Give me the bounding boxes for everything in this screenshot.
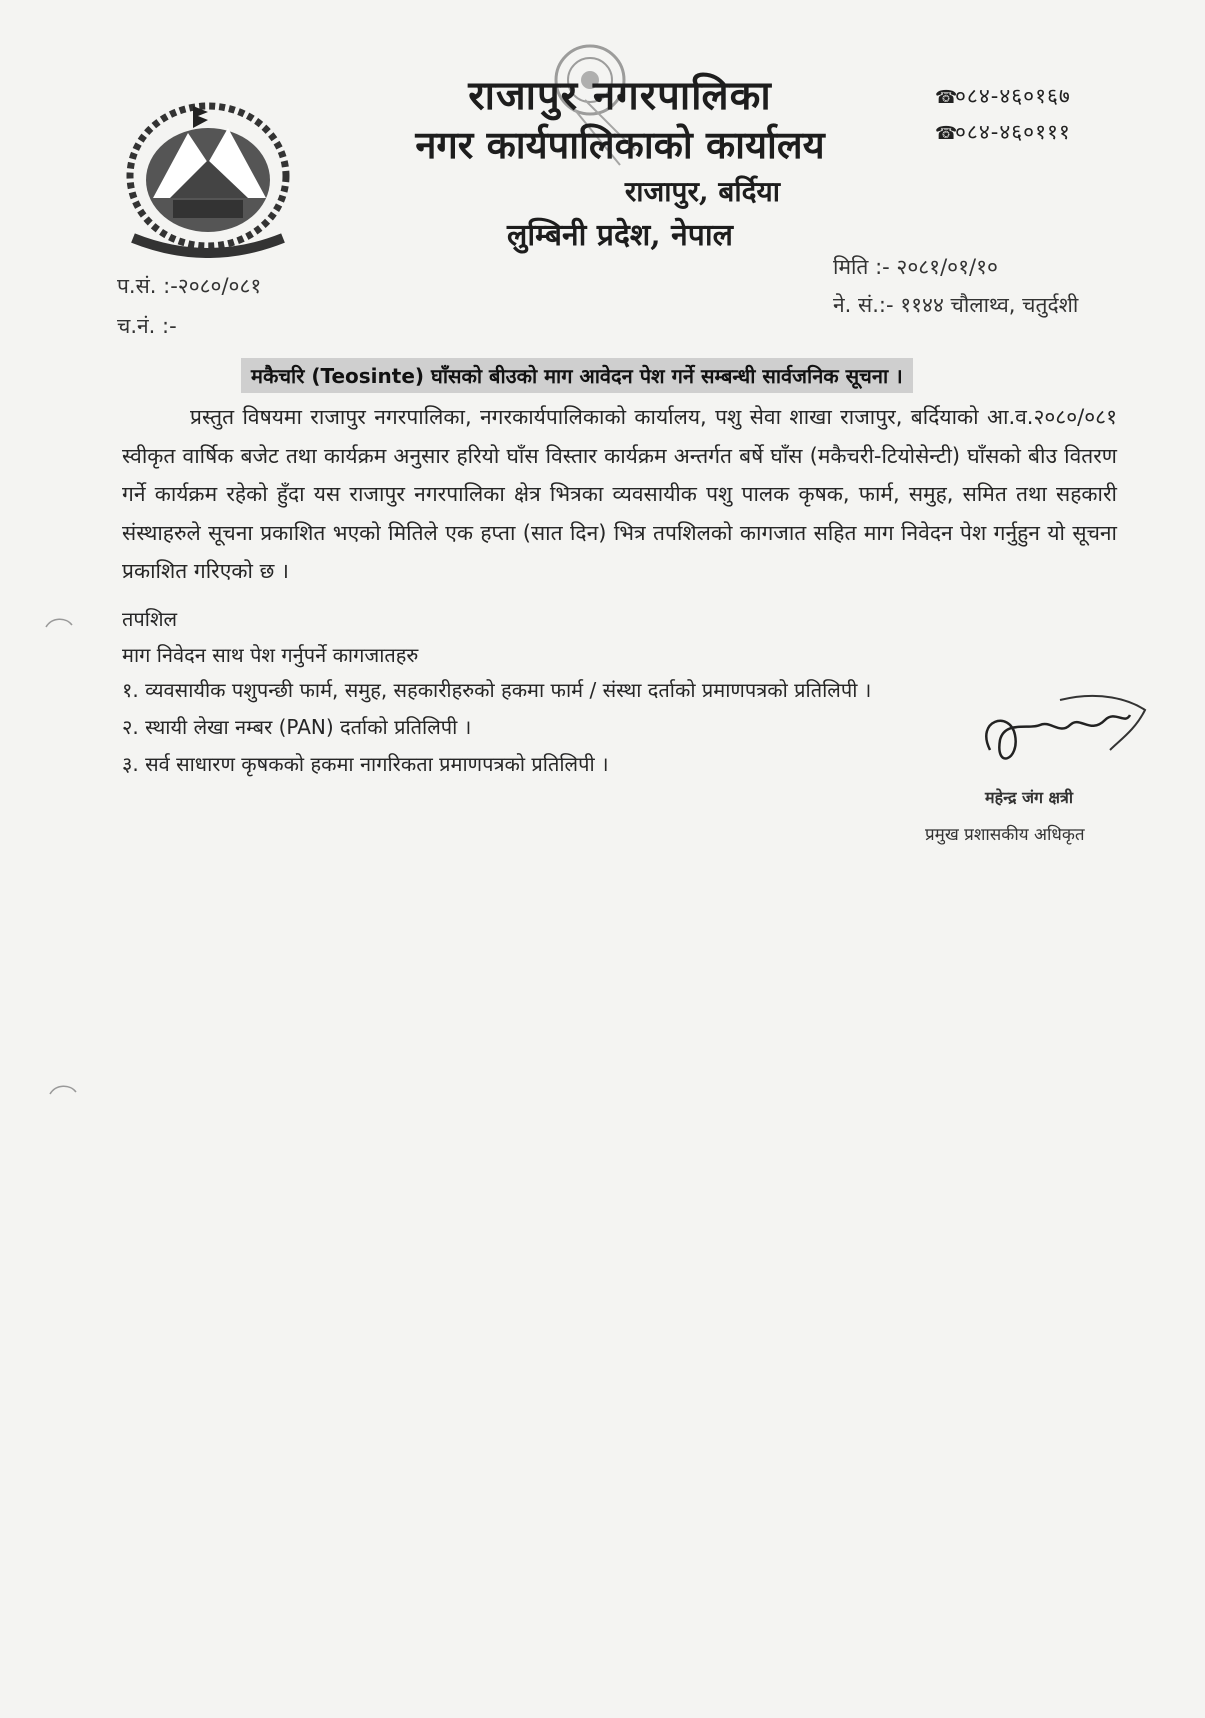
notice-subject: मकैचरि (Teosinte) घाँसको बीउको माग आवेदन पेश गर्ने सम्बन्धी सार्वजनिक सूचना । [241, 358, 913, 393]
document-item: ३. सर्व साधारण कृषकको हकमा नागरिकता प्रमाणपत्रको प्रतिलिपी । [122, 752, 609, 776]
phone-icon: ☎ [935, 87, 959, 108]
document-item: १. व्यवसायीक पशुपन्छी फार्म, समुह, सहकारीहरुको हकमा फार्म / संस्था दर्ताको प्रमाणपत्रको प्रतिलिपी । [122, 678, 872, 702]
handwritten-signature [970, 680, 1150, 800]
punch-hole-mark [44, 615, 74, 645]
municipality-name: राजापुर नगरपालिका [468, 72, 772, 119]
nepal-emblem-icon [108, 88, 308, 258]
dispatch-number: च.नं. :- [117, 314, 177, 338]
phone-number-1: ०८४-४६०१६७ [955, 84, 1071, 108]
province-country: लुम्बिनी प्रदेश, नेपाल [507, 218, 733, 253]
details-label: तपशिल [122, 607, 178, 631]
punch-hole-mark [48, 1082, 78, 1112]
document-item: २. स्थायी लेखा नम्बर (PAN) दर्ताको प्रतिलिपी । [122, 715, 472, 739]
reference-number: प.सं. :-२०८०/०८१ [117, 274, 262, 298]
nepal-sambat-date: ने. सं.:- ११४४ चौलाथ्व, चतुर्दशी [833, 293, 1079, 317]
phone-line-2 [935, 118, 1071, 146]
documents-heading: माग निवेदन साथ पेश गर्नुपर्ने कागजातहरु [122, 643, 419, 667]
phone-line-1 [935, 82, 1071, 110]
office-address: राजापुर, बर्दिया [624, 175, 780, 208]
notice-body-text: प्रस्तुत विषयमा राजापुर नगरपालिका, नगरकार्यपालिकाको कार्यालय, पशु सेवा शाखा राजापुर, बर्दियाको आ.व.२०८०/०८१ स्वीकृत वार्षिक बजेट तथा कार्यक्रम अनुसार हरियो घाँस विस्तार कार्यक्रम अन्तर्गत बर्षे घाँस (मकैचरी-टियोसेन्टी) घाँसको बीउ वितरण गर्ने कार्यक्रम रहेको हुँदा यस राजापुर नगरपालिका क्षेत्र भित्रका व्यवसायीक पशु पालक कृषक, फार्म, समुह, समित तथा सहकारी संस्थाहरुले सूचना प्रकाशित भएको मितिले एक हप्ता (सात दिन) भित्र तपशिलको कागजात सहित माग निवेदन पेश गर्नुहुन यो सूचना प्रकाशित गरिएको छ । [122, 405, 1117, 583]
office-name: नगर कार्यपालिकाको कार्यालय [415, 122, 825, 167]
phone-number-2: ०८४-४६०१११ [955, 120, 1071, 144]
signatory-name: महेन्द्र जंग क्षत्री [985, 788, 1073, 807]
notice-body [122, 398, 1117, 591]
date: मिति :- २०८१/०१/१० [833, 255, 998, 279]
phone-icon: ☎ [935, 123, 959, 144]
signatory-post: प्रमुख प्रशासकीय अधिकृत [925, 825, 1085, 845]
